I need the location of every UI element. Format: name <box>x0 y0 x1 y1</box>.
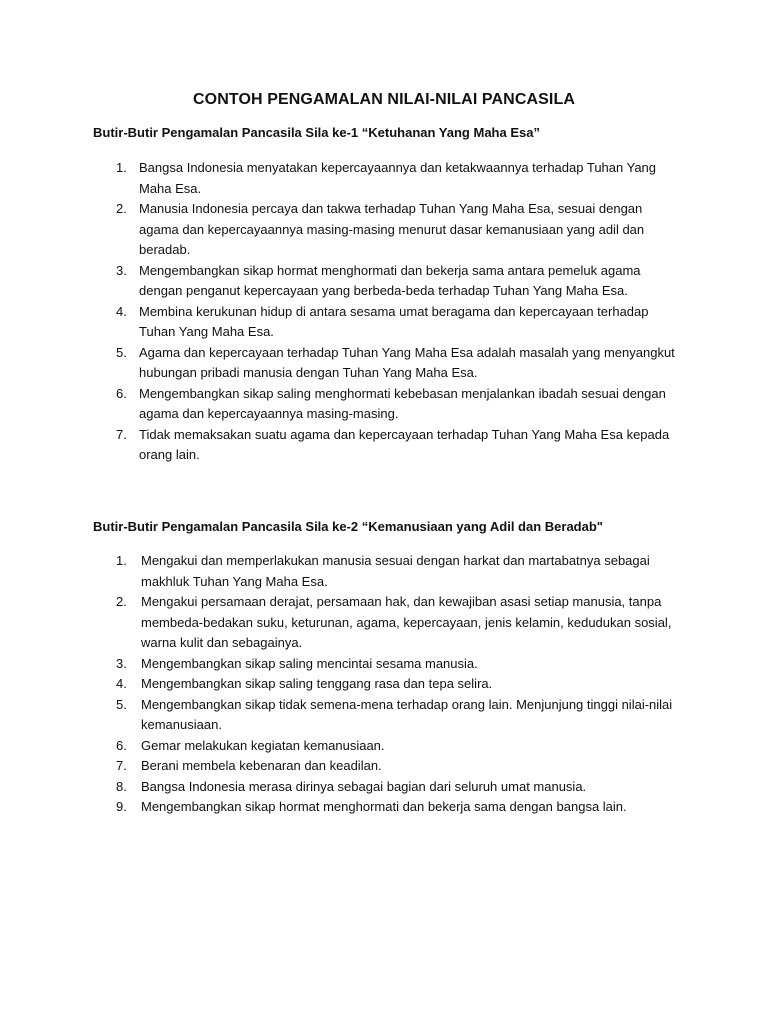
list-item-text: Gemar melakukan kegiatan kemanusiaan. <box>141 737 385 753</box>
list-item <box>0 158 684 199</box>
list-item-number: 6. <box>116 737 127 753</box>
section-1-list <box>0 158 684 466</box>
list-item-number: 9. <box>116 799 127 814</box>
list-item <box>0 384 684 425</box>
list-item-number: 8. <box>116 778 127 794</box>
list-item-text: Mengakui dan memperlakukan manusia sesuai dengan harkat dan martabatnya sebagai makhluk Tuhan Yang Maha Esa. <box>141 553 650 589</box>
list-item <box>0 592 681 654</box>
list-item <box>0 674 681 695</box>
list-item-text: Mengembangkan sikap saling mencintai sesama manusia. <box>141 655 478 671</box>
list-item <box>0 261 684 302</box>
list-item-text: Berani membela kebenaran dan keadilan. <box>141 758 382 773</box>
list-item <box>0 654 681 675</box>
list-item-text: Mengembangkan sikap saling tenggang rasa dan tepa selira. <box>141 676 493 691</box>
list-item <box>0 797 681 818</box>
list-item <box>0 302 684 343</box>
document-title: CONTOH PENGAMALAN NILAI-NILAI PANCASILA <box>193 91 575 108</box>
list-item <box>0 777 681 798</box>
list-item-text: Mengembangkan sikap saling menghormati kebebasan menjalankan ibadah sesuai dengan agama dan kepercayaannya masing-masing. <box>139 385 666 421</box>
section-2-list <box>0 551 681 818</box>
list-item-number: 1. <box>116 160 127 175</box>
list-item <box>0 425 684 466</box>
list-item-number: 5. <box>116 344 127 360</box>
list-item <box>0 199 684 261</box>
list-item-number: 7. <box>116 758 127 773</box>
list-item-text: Membina kerukunan hidup di antara sesama umat beragama dan kepercayaan terhadap Tuhan Yang Maha Esa. <box>139 303 649 339</box>
list-item-text: Agama dan kepercayaan terhadap Tuhan Yang Maha Esa adalah masalah yang menyangkut hubungan pribadi manusia dengan Tuhan Yang Maha Esa. <box>139 344 675 380</box>
list-item-number: 1. <box>116 553 127 568</box>
list-item-number: 2. <box>116 201 127 216</box>
list-item-number: 6. <box>116 385 127 401</box>
list-item-number: 4. <box>116 676 127 691</box>
list-item-number: 5. <box>116 696 127 712</box>
list-item-text: Mengakui persamaan derajat, persamaan hak, dan kewajiban asasi setiap manusia, tanpa membeda-bedakan suku, keturunan, agama, kepercayaan, jenis kelamin, kedudukan sosial, warna kulit dan sebagainya. <box>141 594 672 650</box>
list-item-text: Mengembangkan sikap hormat menghormati dan bekerja sama antara pemeluk agama dengan penganut kepercayaan yang berbeda-beda terhadap Tuhan Yang Maha Esa. <box>139 262 641 298</box>
list-item-number: 3. <box>116 262 127 278</box>
list-item-number: 3. <box>116 655 127 671</box>
list-item-number: 7. <box>116 426 127 442</box>
list-item-text: Mengembangkan sikap hormat menghormati dan bekerja sama dengan bangsa lain. <box>141 799 627 814</box>
section-1-heading: Butir-Butir Pengamalan Pancasila Sila ke-1 “Ketuhanan Yang Maha Esa” <box>93 125 540 140</box>
list-item-text: Tidak memaksakan suatu agama dan kepercayaan terhadap Tuhan Yang Maha Esa kepada orang lain. <box>139 426 670 462</box>
list-item <box>0 551 681 592</box>
list-item <box>0 736 681 757</box>
list-item-text: Manusia Indonesia percaya dan takwa terhadap Tuhan Yang Maha Esa, sesuai dengan agama dan kepercayaannya masing-masing menurut dasar kemanusiaan yang adil dan beradab. <box>139 201 645 257</box>
list-item <box>0 343 684 384</box>
section-2-heading: Butir-Butir Pengamalan Pancasila Sila ke-2 “Kemanusiaan yang Adil dan Beradab" <box>93 519 603 534</box>
list-item <box>0 695 681 736</box>
list-item-text: Bangsa Indonesia merasa dirinya sebagai bagian dari seluruh umat manusia. <box>141 778 587 794</box>
list-item-text: Mengembangkan sikap tidak semena-mena terhadap orang lain. Menjunjung tinggi nilai-nilai kemanusiaan. <box>141 696 673 732</box>
list-item-text: Bangsa Indonesia menyatakan kepercayaannya dan ketakwaannya terhadap Tuhan Yang Maha Esa. <box>139 160 657 196</box>
list-item <box>0 756 681 777</box>
list-item-number: 4. <box>116 303 127 319</box>
list-item-number: 2. <box>116 594 127 609</box>
